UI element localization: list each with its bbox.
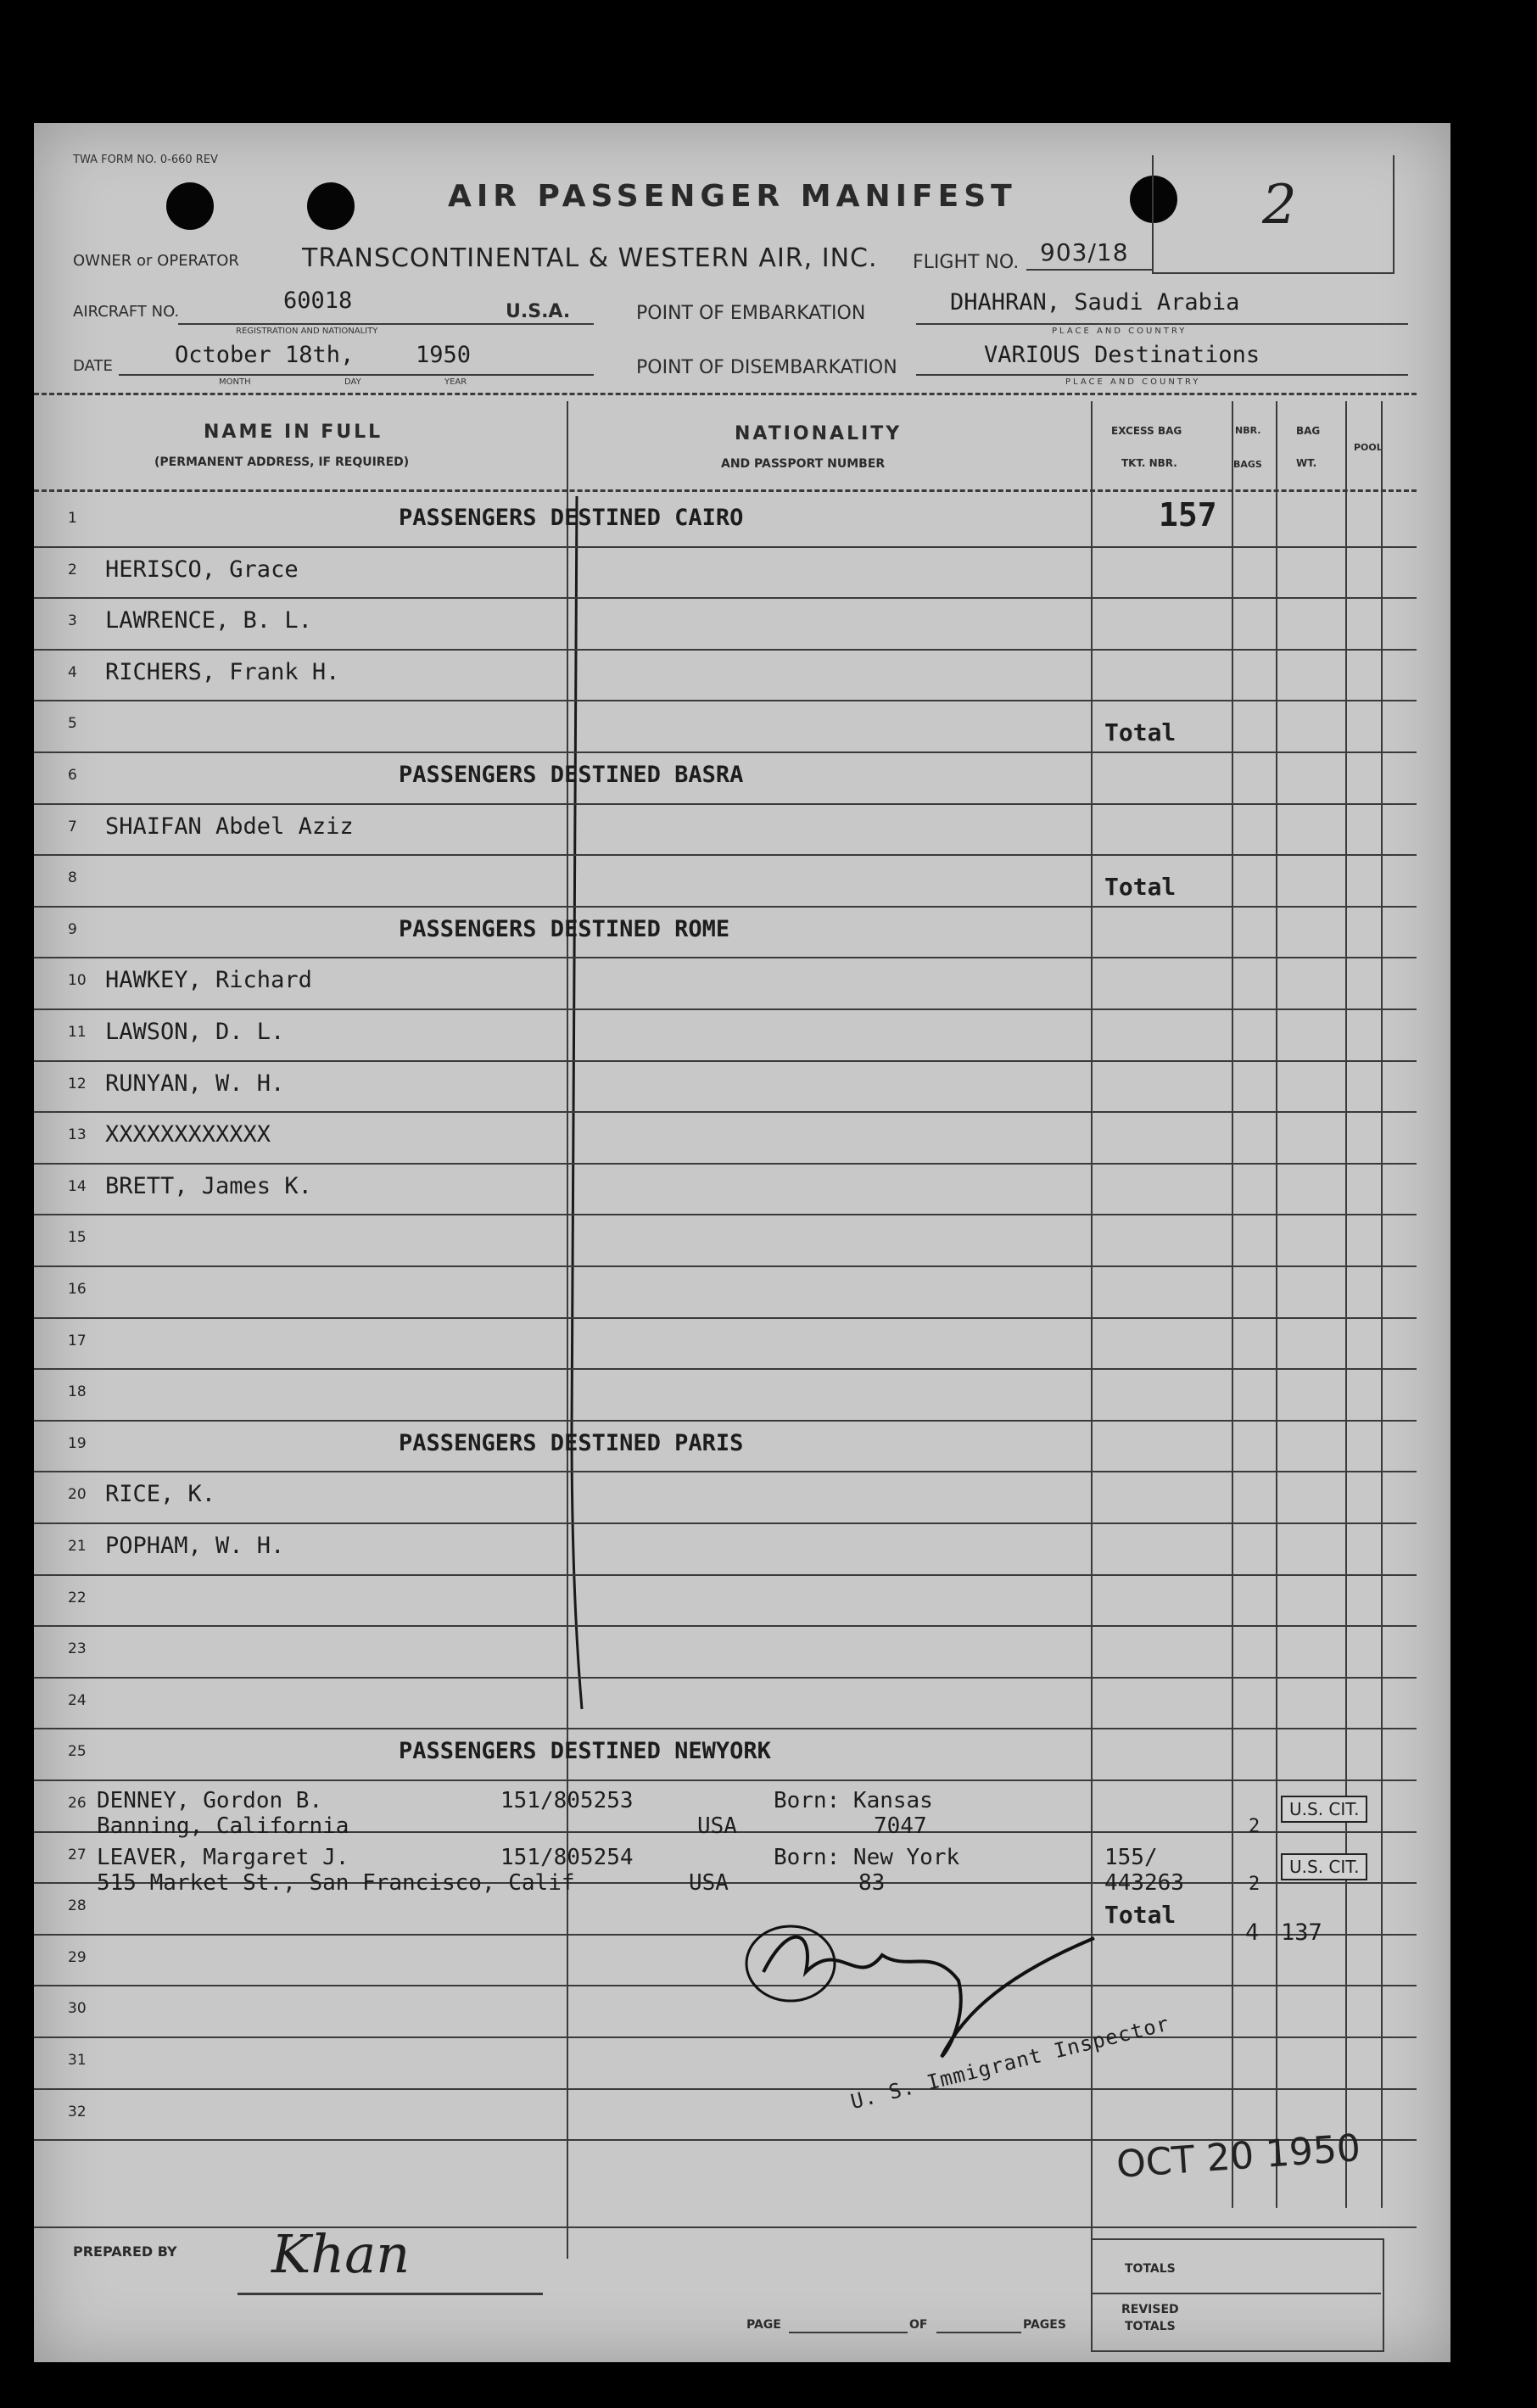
column-subheader-nbr: BAGS: [1233, 459, 1262, 470]
table-row: [34, 856, 1450, 907]
passport-suffix: 83: [858, 1870, 886, 1896]
embarkation-value: DHAHRAN, Saudi Arabia: [950, 289, 1240, 316]
row-number: 20: [68, 1486, 87, 1504]
section-header-row: [34, 753, 1450, 804]
row-number: 23: [68, 1640, 87, 1658]
totals-label: TOTALS: [1125, 2262, 1176, 2276]
revised-label: REVISED: [1121, 2303, 1179, 2316]
table-row: [34, 805, 1450, 856]
section-title: PASSENGERS DESTINED PARIS: [399, 1429, 744, 1456]
preparer-signature: Khan: [271, 2223, 411, 2285]
column-subheader-excess: TKT. NBR.: [1121, 457, 1177, 469]
passenger-name: LAWRENCE, B. L.: [105, 607, 312, 634]
passenger-name: DENNEY, Gordon B.: [97, 1788, 323, 1813]
column-subheader-name: (PERMANENT ADDRESS, IF REQUIRED): [154, 455, 410, 469]
day-caption: DAY: [344, 377, 361, 387]
row-number: 29: [68, 1948, 87, 1966]
row-number: 12: [68, 1075, 87, 1092]
section-title: PASSENGERS DESTINED BASRA: [399, 762, 744, 788]
row-number: 14: [68, 1177, 87, 1195]
passenger-name: HERISCO, Grace: [105, 556, 299, 583]
month-caption: MONTH: [219, 377, 251, 387]
total-label: Total: [1104, 718, 1177, 747]
embarkation-label: POINT OF EMBARKATION: [636, 303, 866, 324]
passenger-address: 515 Market St., San Francisco, Calif: [97, 1870, 575, 1896]
row-number: 22: [68, 1589, 87, 1606]
operator-name: TRANSCONTINENTAL & WESTERN AIR, INC.: [302, 243, 878, 273]
row-number: 25: [68, 1743, 87, 1761]
revised-totals-label: TOTALS: [1125, 2320, 1176, 2333]
registration-caption: REGISTRATION AND NATIONALITY: [236, 327, 378, 336]
inspector-stamp: U. S. Immigrant Inspector: [848, 2011, 1172, 2115]
total-weight: 137: [1281, 1919, 1322, 1946]
row-number: 16: [68, 1281, 87, 1298]
table-row: [34, 1679, 1450, 1729]
row-number: 32: [68, 2103, 87, 2120]
nationality: USA: [697, 1813, 737, 1839]
table-row: [34, 958, 1450, 1009]
birthplace: Born: New York: [774, 1845, 960, 1870]
row-number: 26: [68, 1795, 87, 1812]
column-header-bag: BAG: [1296, 425, 1321, 437]
passenger-name: HAWKEY, Richard: [105, 967, 312, 994]
row-number: 24: [68, 1691, 87, 1709]
total-label: Total: [1104, 1901, 1177, 1930]
row-number: 8: [68, 869, 77, 887]
table-row: [34, 1524, 1450, 1575]
aircraft-label: AIRCRAFT NO.: [73, 303, 180, 321]
citizen-stamp: U.S. CIT.: [1281, 1853, 1367, 1880]
table-row: [34, 548, 1450, 599]
form-number: TWA FORM NO. 0-660 REV: [73, 154, 218, 166]
nationality: USA: [689, 1870, 729, 1896]
row-number: 1: [68, 510, 77, 527]
row-number: 31: [68, 2052, 87, 2069]
section-title: PASSENGERS DESTINED ROME: [399, 915, 730, 942]
row-number: 2: [68, 561, 77, 578]
table-row: [34, 1010, 1450, 1061]
passenger-name: BRETT, James K.: [105, 1172, 312, 1199]
column-subheader-bag: WT.: [1296, 457, 1317, 469]
of-label: OF: [909, 2318, 928, 2332]
passenger-name: RUNYAN, W. H.: [105, 1070, 285, 1097]
row-number: 6: [68, 767, 77, 784]
row-number: 10: [68, 972, 87, 990]
row-number: 28: [68, 1897, 87, 1915]
section-header-row: [34, 1729, 1450, 1780]
flight-label: FLIGHT NO.: [913, 252, 1020, 273]
row-number: 13: [68, 1126, 87, 1144]
flight-number: 903/18: [1040, 238, 1129, 266]
passenger-name: LAWSON, D. L.: [105, 1019, 285, 1045]
table-row: [34, 1165, 1450, 1215]
manifest-sheet: [34, 123, 1450, 2362]
row-number: 15: [68, 1229, 87, 1247]
section-header-row: [34, 496, 1450, 547]
row-number: 4: [68, 663, 77, 681]
row-number: 7: [68, 818, 77, 835]
table-row: [34, 651, 1450, 701]
place-country-caption: PLACE AND COUNTRY: [1052, 327, 1188, 336]
column-subheader-nationality: AND PASSPORT NUMBER: [721, 457, 886, 471]
section-title: PASSENGERS DESTINED CAIRO: [399, 505, 744, 531]
column-header-nbr: NBR.: [1235, 425, 1261, 436]
row-number: 5: [68, 715, 77, 733]
table-row: [34, 1627, 1450, 1678]
excess-ticket: 157: [1159, 496, 1217, 534]
excess-ticket: 155/: [1104, 1845, 1158, 1870]
page-label: PAGE: [746, 2318, 781, 2332]
totals-box: [1091, 2238, 1384, 2352]
place-country-caption: PLACE AND COUNTRY: [1065, 377, 1201, 387]
passenger-name: RICE, K.: [105, 1481, 216, 1508]
date-year: 1950: [416, 342, 472, 368]
row-number: 18: [68, 1383, 87, 1401]
column-header-pool: POOL: [1354, 442, 1383, 453]
table-row: [34, 1215, 1450, 1266]
passenger-name: XXXXXXXXXXXX: [105, 1121, 271, 1148]
column-header-nationality: NATIONALITY: [735, 423, 903, 444]
table-row: [34, 1472, 1450, 1523]
section-header-row: [34, 1422, 1450, 1472]
table-row: [34, 701, 1450, 752]
table-row: [34, 1267, 1450, 1318]
table-row: [34, 1576, 1450, 1627]
row-number: 19: [68, 1434, 87, 1452]
row-number: 21: [68, 1538, 87, 1555]
section-title: PASSENGERS DESTINED NEWYORK: [399, 1738, 771, 1765]
disembarkation-label: POINT OF DISEMBARKATION: [636, 357, 897, 378]
row-number: 3: [68, 612, 77, 630]
passenger-name: POPHAM, W. H.: [105, 1533, 285, 1559]
excess-ticket: 443263: [1104, 1870, 1184, 1896]
passenger-name: SHAIFAN Abdel Aziz: [105, 813, 354, 840]
passport-number: 151/805254: [500, 1845, 634, 1870]
table-row: [34, 1370, 1450, 1421]
date-month-day: October 18th,: [175, 342, 355, 368]
total-label: Total: [1104, 873, 1177, 902]
date-label: DATE: [73, 357, 113, 375]
page-marker: 2: [1262, 174, 1297, 237]
prepared-by-label: PREPARED BY: [73, 2243, 177, 2260]
citizen-stamp: U.S. CIT.: [1281, 1796, 1367, 1823]
owner-label: OWNER or OPERATOR: [73, 252, 239, 270]
pages-label: PAGES: [1023, 2318, 1066, 2332]
row-number: 11: [68, 1024, 87, 1041]
passenger-name: LEAVER, Margaret J.: [97, 1845, 349, 1870]
aircraft-number: 60018: [283, 288, 353, 314]
table-row: [34, 2090, 1450, 2141]
birthplace: Born: Kansas: [774, 1788, 933, 1813]
punch-hole: [166, 182, 214, 230]
passenger-address: Banning, California: [97, 1813, 349, 1839]
section-header-row: [34, 908, 1450, 958]
column-header-name: NAME IN FULL: [204, 422, 383, 443]
form-title: AIR PASSENGER MANIFEST: [448, 179, 1017, 214]
bag-count: 2: [1249, 1816, 1260, 1837]
row-number: 17: [68, 1332, 87, 1349]
row-number: 30: [68, 2000, 87, 2018]
row-number: 9: [68, 920, 77, 938]
column-header-excess: EXCESS BAG: [1111, 425, 1182, 437]
bag-count: 2: [1249, 1874, 1260, 1895]
table-row: [34, 1319, 1450, 1370]
row-number: 27: [68, 1846, 87, 1863]
total-bags: 4: [1245, 1919, 1260, 1946]
year-caption: YEAR: [444, 377, 467, 387]
table-row: [34, 599, 1450, 650]
passenger-name: RICHERS, Frank H.: [105, 658, 340, 685]
passport-number: 151/805253: [500, 1788, 634, 1813]
table-row: [34, 1113, 1450, 1164]
aircraft-country: U.S.A.: [506, 301, 571, 322]
punch-hole: [307, 182, 355, 230]
passport-suffix: 7047: [874, 1813, 927, 1839]
table-row: [34, 1062, 1450, 1113]
date-stamp: OCT 20 1950: [1115, 2126, 1362, 2187]
disembarkation-value: VARIOUS Destinations: [984, 342, 1260, 368]
